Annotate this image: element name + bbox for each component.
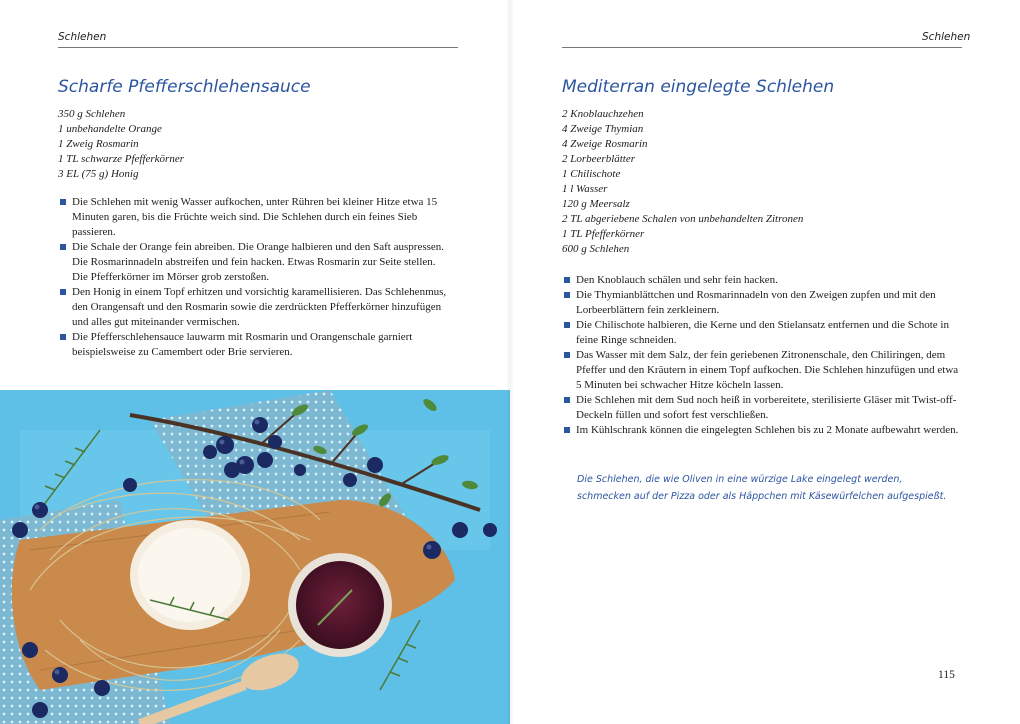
ingredient-item: 2 Lorbeerblätter [562,153,636,165]
instruction-step [60,330,452,360]
instruction-step [60,240,452,285]
ingredient-item: 4 Zweige Rosmarin [562,138,648,150]
book-gutter [506,0,514,724]
instruction-text: Die Schale der Orange fein abreiben. Die Orange halbieren und den Saft auspressen. Die Rosmarinnadeln abstreifen und fein hacken. Etwas Rosmarin zur Seite stellen. Die Pfefferkörner im Mörser grob zerstoßen. [72,241,445,283]
square-bullet-icon [60,199,66,205]
header-rule-left [58,47,458,48]
square-bullet-icon [564,292,570,298]
square-bullet-icon [564,397,570,403]
ingredient-item: 1 TL Pfefferkörner [562,228,645,240]
instruction-step [564,348,962,393]
ingredient-item: 3 EL (75 g) Honig [58,168,139,180]
ingredient-list-left [58,107,184,182]
square-bullet-icon [564,427,570,433]
recipe-tip: Die Schlehen, die wie Oliven in eine würzige Lake eingelegt werden, schmecken auf der Pizza oder als Häppchen mit Käsewürfelchen aufgespießt. [577,474,947,502]
instruction-text: Den Honig in einem Topf erhitzen und vorsichtig karamellisieren. Das Schlehenmus, den Orangensaft und den Rosmarin sowie die zerdrückten Pfefferkörner hinzufügen und alles gut miteinander vermischen. [72,286,447,328]
ingredient-item: 1 Chilischote [562,168,621,180]
ingredient-item: 2 TL abgeriebene Schalen von unbehandelten Zitronen [562,213,804,225]
instruction-text: Im Kühlschrank können die eingelegten Schlehen bis zu 2 Monate aufbewahrt werden. [576,424,959,436]
ingredient-item: 1 Zweig Rosmarin [58,138,139,150]
ingredient-item: 4 Zweige Thymian [562,123,644,135]
square-bullet-icon [60,334,66,340]
recipe-title-right: Mediterran eingelegte Schlehen [562,77,835,97]
running-head-right: Schlehen [922,31,971,43]
instruction-list-right [564,273,962,438]
instruction-step [564,288,962,318]
instruction-text: Die Schlehen mit dem Sud noch heiß in vorbereitete, sterilisierte Gläser mit Twist-off-Deckeln füllen und sofort fest verschließen. [576,394,957,421]
instruction-list-left [60,195,452,360]
recipe-photo [0,390,510,724]
header-rule-right [562,47,962,48]
ingredient-item: 120 g Meersalz [562,198,630,210]
ingredient-item: 1 TL schwarze Pfefferkörner [58,153,184,165]
instruction-step [60,195,452,240]
ingredient-item: 350 g Schlehen [58,108,126,120]
instruction-text: Die Chilischote halbieren, die Kerne und den Stielansatz entfernen und die Schote in feine Ringe schneiden. [576,319,949,346]
instruction-step [564,393,962,423]
square-bullet-icon [60,244,66,250]
square-bullet-icon [60,289,66,295]
instruction-text: Die Thymianblättchen und Rosmarinnadeln von den Zweigen zupfen und mit den Lorbeerblättern fein zerkleinern. [576,289,936,316]
instruction-step [564,423,962,438]
ingredient-item: 1 l Wasser [562,183,608,195]
instruction-text: Die Pfefferschlehensauce lauwarm mit Rosmarin und Orangenschale garniert beispielsweise zu Camembert oder Brie servieren. [72,331,413,358]
instruction-step [60,285,452,330]
ingredient-item: 1 unbehandelte Orange [58,123,162,135]
instruction-text: Den Knoblauch schälen und sehr fein hacken. [576,274,778,286]
ingredient-item: 2 Knoblauchzehen [562,108,644,120]
instruction-step [564,273,962,288]
instruction-text: Die Schlehen mit wenig Wasser aufkochen, unter Rühren bei kleiner Hitze etwa 15 Minuten garen, bis die Früchte weich sind. Die Schlehen durch ein feines Sieb passieren. [72,196,438,238]
running-head-left: Schlehen [58,31,107,43]
page-number: 115 [938,669,955,681]
ingredient-list-right [562,107,803,257]
recipe-title-left: Scharfe Pfefferschlehensauce [58,77,311,97]
square-bullet-icon [564,322,570,328]
square-bullet-icon [564,352,570,358]
instruction-text: Das Wasser mit dem Salz, der fein geriebenen Zitronenschale, den Chiliringen, dem Pfeffer und den Kräutern in einem Topf aufkochen. Die Schlehen hinzufügen und etwa 5 Minuten bei schwacher Hitze köcheln lassen. [576,349,959,391]
square-bullet-icon [564,277,570,283]
ingredient-item: 600 g Schlehen [562,243,630,255]
instruction-step [564,318,962,348]
